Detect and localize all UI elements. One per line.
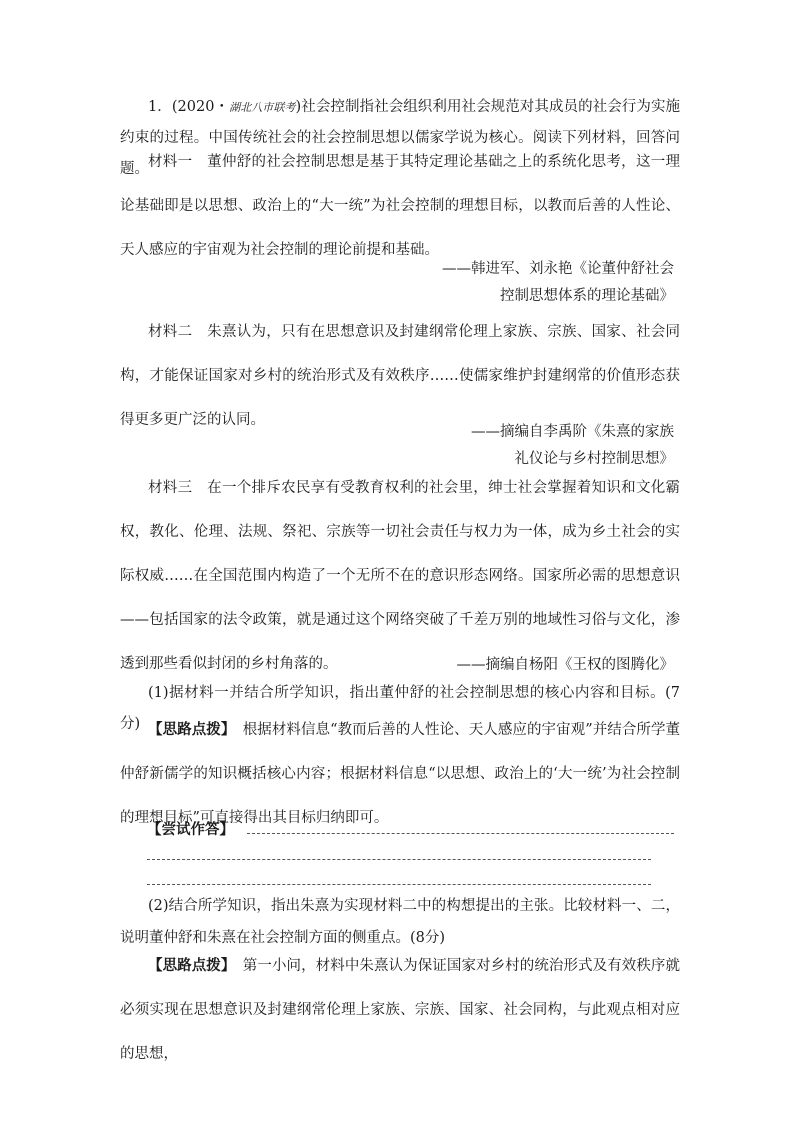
material-2-source-line-2: 礼仪论与乡村控制思想》 [514, 451, 674, 467]
hint-text: 根据材料信息“教而后善的人性论、天人感应的宇宙观”并结合所学董仲舒新儒学的知识概括核心内容；根据材料信息“以思想、政治上的‘大一统’为社会控制的理想目标”可直接得出其目标归纳即可。 [120, 722, 681, 826]
material-2-text: 朱熹认为，只有在思想意识及封建纲常伦理上家族、宗族、国家、社会同构，才能保证国家对乡村的统治形式及有效秩序……使儒家维护封建纲常的价值形态获得更多更广泛的认同。 [120, 324, 681, 428]
hint-label: 【思路点拨】 [148, 721, 229, 738]
answer-label: 【尝试作答】 [147, 821, 234, 838]
material-1-source-line-2: 控制思想体系的理论基础》 [500, 288, 674, 304]
material-3-text: 在一个排斥农民享有受教育权利的社会里，绅士社会掌握着知识和文化霸权，教化、伦理、法规、祭祀、宗族等一切社会责任与权力为一体，成为乡土社会的实际权威……在全国范围内构造了一个无所不在的意识形态网络。国家所必需的思想意识——包括国家的法令政策，就是通过这个网络突破了千差万别的地域性习俗与文化，渗透到那些看似封闭的乡村角落的。 [120, 480, 681, 672]
material-1-label: 材料一 [148, 154, 193, 170]
question-number: 1．(2020・ [148, 99, 230, 115]
hint-text-2: 第一小问，材料中朱熹认为保证国家对乡村的统治形式及有效秩序就必须实现在思想意识及封建纲常伦理上家族、宗族、国家、社会同构，与此观点相对应的思想， [120, 958, 681, 1062]
material-1 [120, 140, 680, 272]
question-intro-text: )社会控制指社会组织利用社会规范对其成员的社会行为实施约束的过程。中国传统社会的社会控制思想以儒家学说为核心。阅读下列材料，回答问题。 [120, 99, 681, 177]
material-1-text: 董仲舒的社会控制思想是基于其特定理论基础之上的系统化思考，这一理论基础即是以思想、政治上的“大一统”为社会控制的理想目标，以教而后善的人性论、天人感应的宇宙观为社会控制的理论前提和基础。 [120, 154, 681, 258]
sub-question-2: (2)结合所学知识，指出朱熹为实现材料二中的构想提出的主张。比较材料一、二，说明董仲舒和朱熹在社会控制方面的侧重点。(8分) [120, 898, 680, 946]
answer-line-2[interactable] [147, 859, 651, 860]
hint-label-2: 【思路点拨】 [148, 957, 229, 974]
material-2-source-line-1: ——摘编自李禹阶《朱熹的家族 [471, 424, 674, 440]
sub-question-2-hint [120, 944, 680, 1076]
answer-line-1[interactable] [247, 833, 674, 834]
question-source: 湖北八市联考 [229, 101, 296, 114]
material-3-source: ——摘编自杨阳《王权的图腾化》 [456, 657, 674, 673]
material-1-source-line-1: ——韩进军、刘永艳《论董仲舒社会 [442, 261, 674, 277]
material-3-label: 材料三 [148, 480, 193, 496]
material-2-label: 材料二 [148, 324, 193, 340]
sub-question-1: (1)据材料一并结合所学知识，指出董仲舒的社会控制思想的核心内容和目标。(7分) [120, 685, 680, 732]
answer-line-3[interactable] [147, 884, 651, 885]
